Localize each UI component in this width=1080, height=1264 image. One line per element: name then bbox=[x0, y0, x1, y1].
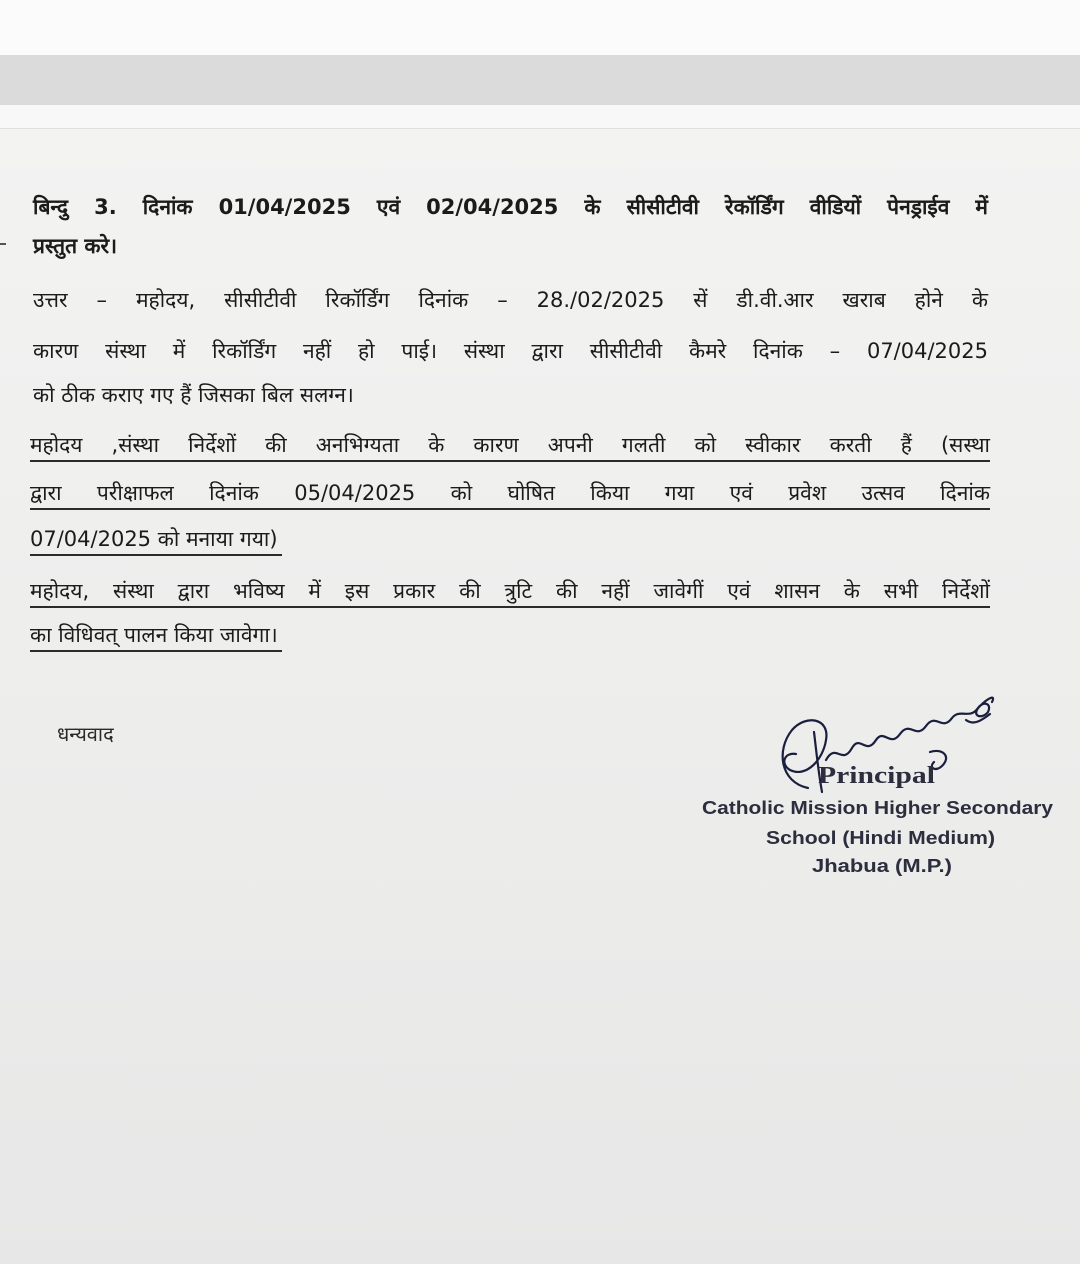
assurance-line-2-wrap bbox=[30, 621, 282, 652]
margin-mark bbox=[0, 243, 6, 245]
answer-line-3: को ठीक कराए गए हैं जिसका बिल सलग्न। bbox=[33, 383, 354, 407]
assurance-line-2: का विधिवत् पालन किया जावेगा। bbox=[30, 621, 282, 652]
acknowledgement-line-3-wrap bbox=[30, 525, 282, 556]
photo-gap-band bbox=[0, 105, 1080, 128]
signature-wave-stroke bbox=[826, 698, 993, 760]
photo-grey-band bbox=[0, 55, 1080, 105]
signature-stamp-block bbox=[680, 690, 1060, 890]
stamp-location: Jhabua (M.P.) bbox=[812, 856, 952, 876]
point-3-heading-line-2: प्रस्तुत करे। bbox=[33, 234, 118, 258]
answer-line-1: उत्तर – महोदय, सीसीटीवी रिकॉर्डिंग दिनांक – 28./02/2025 सें डी.वी.आर खराब होने के bbox=[33, 288, 988, 312]
stamp-institution-line-1: Catholic Mission Higher Secondary bbox=[702, 798, 1053, 818]
assurance-line-1: महोदय, संस्था द्वारा भविष्य में इस प्रकार की त्रुटि की नहीं जावेगीं एवं शासन के सभी निर्देशों bbox=[30, 577, 990, 608]
acknowledgement-line-3: 07/04/2025 को मनाया गया) bbox=[30, 525, 282, 556]
answer-line-2: कारण संस्था में रिकॉर्डिंग नहीं हो पाई। संस्था द्वारा सीसीटीवी कैमरे दिनांक – 07/04/2025 bbox=[33, 339, 988, 363]
acknowledgement-line-2: द्वारा परीक्षाफल दिनांक 05/04/2025 को घोषित किया गया एवं प्रवेश उत्सव दिनांक bbox=[30, 479, 990, 510]
closing-thanks: धन्यवाद bbox=[57, 722, 114, 746]
point-3-heading-line-1: बिन्दु 3. दिनांक 01/04/2025 एवं 02/04/2025 के सीसीटीवी रेकॉर्डिंग वीडियों पेनड्राईव में bbox=[33, 195, 988, 219]
photo-top-margin bbox=[0, 0, 1080, 55]
stamp-designation: Principal bbox=[818, 763, 936, 789]
stamp-institution-line-2: School (Hindi Medium) bbox=[766, 828, 995, 848]
acknowledgement-line-1: महोदय ,संस्था निर्देशों की अनभिग्यता के कारण अपनी गलती को स्वीकार करती हैं (सस्था bbox=[30, 431, 990, 462]
